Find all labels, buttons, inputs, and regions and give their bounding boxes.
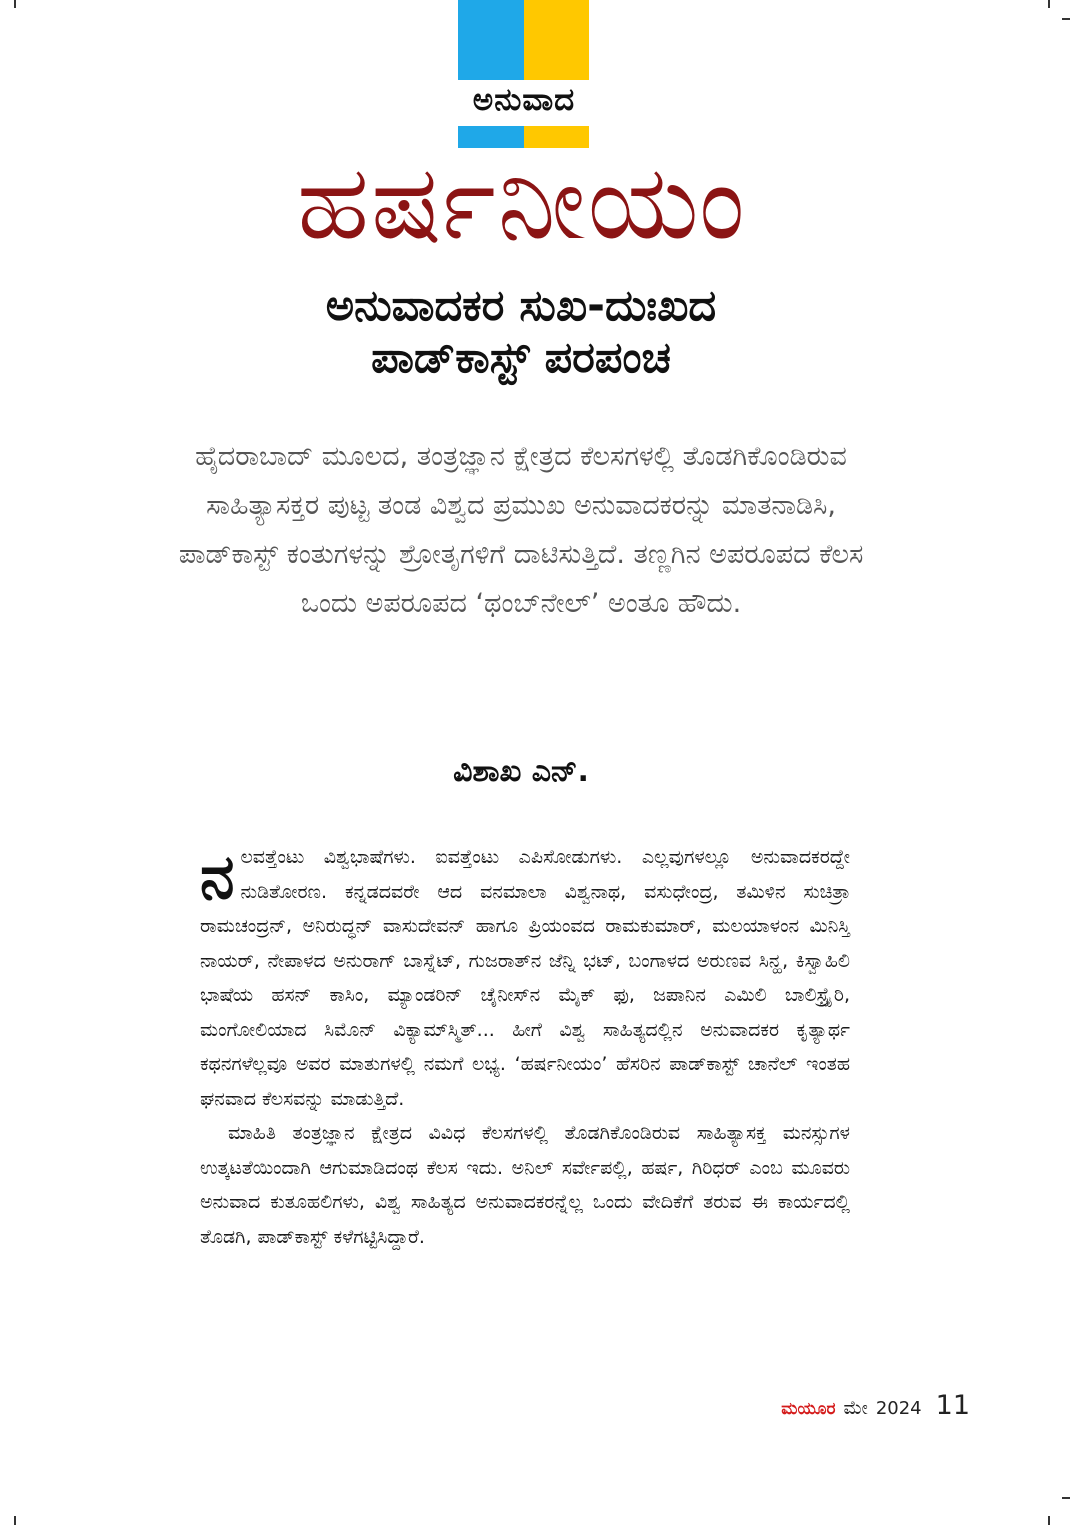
section-logo xyxy=(458,0,589,148)
body-paragraph-2: ಮಾಹಿತಿ ತಂತ್ರಜ್ಞಾನ ಕ್ಷೇತ್ರದ ವಿವಿಧ ಕೆಲಸಗಳಲ್ಲಿ ತೊಡಗಿಕೊಂಡಿರುವ ಸಾಹಿತ್ಯಾಸಕ್ತ ಮನಸ್ಸುಗಳ ಉತ್ಕಟತೆಯಿಂದಾಗಿ ಆಗುಮಾಡಿದಂಥ ಕೆಲಸ ಇದು. ಅನಿಲ್ ಸರ್ವೇಪಲ್ಲಿ, ಹರ್ಷ, ಗಿರಿಧರ್ ಎಂಬ ಮೂವರು ಅನುವಾದ ಕುತೂಹಲಿಗಳು, ವಿಶ್ವ ಸಾಹಿತ್ಯದ ಅನುವಾದಕರನ್ನೆಲ್ಲ ಒಂದು ವೇದಿಕೆಗೆ ತರುವ ಈ ಕಾರ್ಯದಲ್ಲಿ ತೊಡಗಿ, ಪಾಡ್‌ಕಾಸ್ಟ್ ಕಳೆಗಟ್ಟಿಸಿದ್ದಾರೆ. xyxy=(200,1122,850,1248)
subtitle-line-1: ಅನುವಾದಕರ ಸುಖ-ದುಃಖದ xyxy=(325,281,717,331)
crop-mark-right-lower xyxy=(1062,1497,1070,1499)
subtitle-line-2: ಪಾಡ್‌ಕಾಸ್ಟ್ ಪರಪಂಚ xyxy=(371,333,671,383)
article-body xyxy=(200,840,850,1254)
issue-year: 2024 xyxy=(875,1398,922,1419)
body-paragraph-1 xyxy=(200,840,850,1116)
section-logo-top-bar xyxy=(458,0,589,80)
logo-yellow-block xyxy=(524,0,590,80)
crop-mark-bottom-left xyxy=(14,1516,16,1525)
article-title: ಹರ್ಷನೀಯಂ xyxy=(297,141,747,263)
article-lede: ಹೈದರಾಬಾದ್ ಮೂಲದ, ತಂತ್ರಜ್ಞಾನ ಕ್ಷೇತ್ರದ ಕೆಲಸಗಳಲ್ಲಿ ತೊಡಗಿಕೊಂಡಿರುವ ಸಾಹಿತ್ಯಾಸಕ್ತರ ಪುಟ್ಟ ತಂಡ ವಿಶ್ವದ ಪ್ರಮುಖ ಅನುವಾದಕರನ್ನು ಮಾತನಾಡಿಸಿ, ಪಾಡ್‌ಕಾಸ್ಟ್ ಕಂತುಗಳನ್ನು ಶ್ರೋತೃಗಳಿಗೆ ದಾಟಿಸುತ್ತಿದೆ. ತಣ್ಣಗಿನ ಅಪರೂಪದ ಕೆಲಸ ಒಂದು ಅಪರೂಪದ ‘ಥಂಬ್‌ನೇಲ್’ ಅಂತೂ ಹೌದು. xyxy=(178,441,864,619)
crop-mark-right-upper xyxy=(1062,18,1070,20)
paragraph-1-text: ಲವತ್ತೆಂಟು ವಿಶ್ವಭಾಷೆಗಳು. ಐವತ್ತೆಂಟು ಎಪಿಸೋಡುಗಳು. ಎಲ್ಲವುಗಳಲ್ಲೂ ಅನುವಾದಕರದ್ದೇ ನುಡಿತೋರಣ. ಕನ್ನಡದವರೇ ಆದ ವನಮಾಲಾ ವಿಶ್ವನಾಥ, ವಸುಧೇಂದ್ರ, ತಮಿಳಿನ ಸುಚಿತ್ರಾ ರಾಮಚಂದ್ರನ್, ಅನಿರುದ್ಧನ್ ವಾಸುದೇವನ್ ಹಾಗೂ ಪ್ರಿಯಂವದ ರಾಮಕುಮಾರ್, ಮಲಯಾಳಂನ ಮಿನಿಸ್ತಿ ನಾಯರ್, ನೇಪಾಳದ ಅನುರಾಗ್ ಬಾಸ್ನೆಟ್, ಗುಜರಾತ್‌ನ ಜೆನ್ನಿ ಭಟ್, ಬಂಗಾಳದ ಅರುಣವ ಸಿನ್ಹ, ಕಿಸ್ವಾಹಿಲಿ ಭಾಷೆಯ ಹಸನ್ ಕಾಸಿಂ, ಮ್ಯಾಂಡರಿನ್ ಚೈನೀಸ್‌ನ ಮೈಕ್ ಫು, ಜಪಾನಿನ ಎಮಿಲಿ ಬಾಲಿಸ್ಟ್ರೈರಿ, ಮಂಗೋಲಿಯಾದ ಸಿಮೊನ್ ವಿಕ್ಯಾಮ್‌ಸ್ಮಿತ್... ಹೀಗೆ ವಿಶ್ವ ಸಾಹಿತ್ಯದಲ್ಲಿನ ಅನುವಾದಕರ ಕೃತ್ಯಾರ್ಥ ಕಥನಗಳೆಲ್ಲವೂ ಅವರ ಮಾತುಗಳಲ್ಲಿ ನಮಗೆ ಲಭ್ಯ. ‘ಹರ್ಷನೀಯಂ’ ಹೆಸರಿನ ಪಾಡ್‌ಕಾಸ್ಟ್ ಚಾನೆಲ್ ಇಂತಹ ಘನವಾದ ಕೆಲಸವನ್ನು ಮಾಡುತ್ತಿದೆ. xyxy=(200,846,850,1110)
logo-blue-block xyxy=(458,0,524,80)
crop-mark-top-left xyxy=(14,0,16,8)
article-byline: ವಿಶಾಖ ಎನ್. xyxy=(453,754,589,789)
drop-cap: ನ xyxy=(200,840,235,913)
section-label: ಅನುವಾದ xyxy=(472,82,576,118)
page-number: 11 xyxy=(935,1390,970,1421)
page-footer xyxy=(760,1390,970,1430)
crop-mark-bottom-right xyxy=(1048,1516,1050,1525)
crop-mark-top-right xyxy=(1048,0,1050,8)
issue-month: ಮೇ xyxy=(843,1397,868,1419)
magazine-name: ಮಯೂರ xyxy=(781,1399,836,1419)
article-subtitle xyxy=(150,280,892,384)
